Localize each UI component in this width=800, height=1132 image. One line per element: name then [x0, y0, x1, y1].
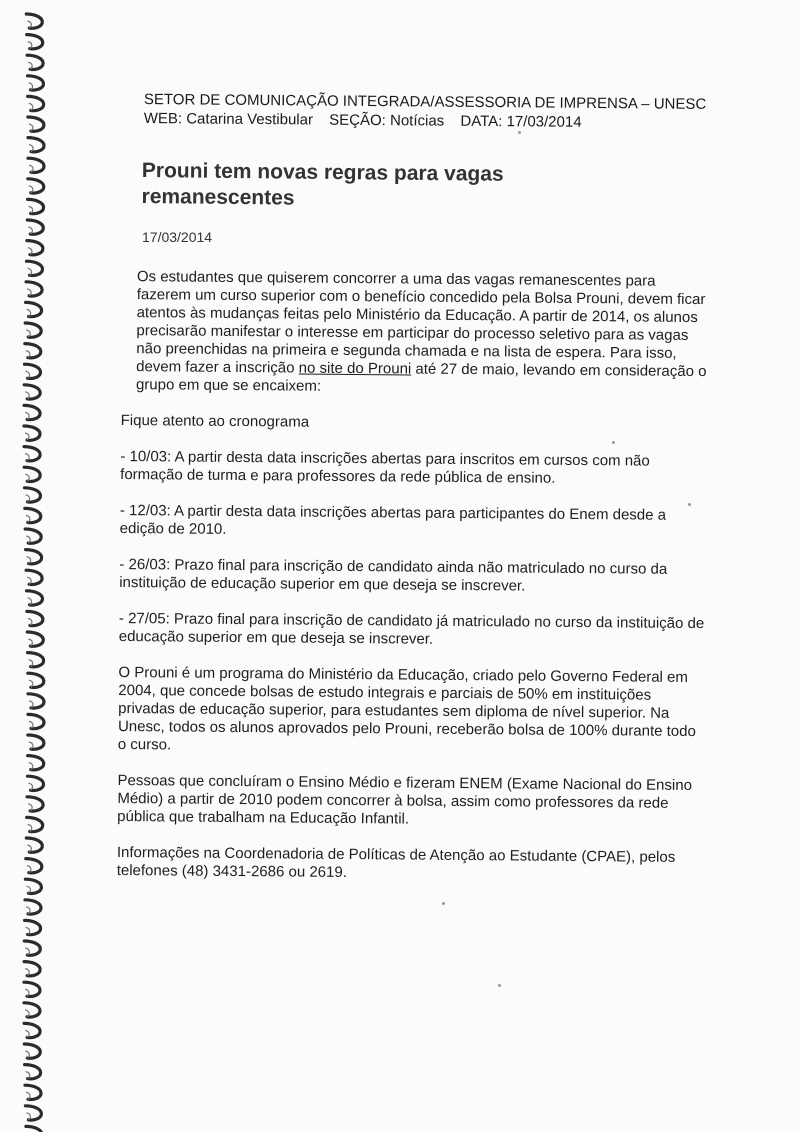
spiral-coil [28, 694, 44, 708]
spiral-coil [27, 817, 43, 831]
spiral-coil [27, 797, 43, 811]
prouni-paragraph: O Prouni é um programa do Ministério da Educação, criado pelo Governo Federal em 2004, que concede bolsas de estudo integrais e parciais de 50% em instituições privadas de educação superior, para estudantes sem diploma de nível superior. Na Unesc, todos os alunos aprovados pelo Prouni, receberão bolsa de 100% durante todo o curso. [117, 663, 696, 754]
spiral-coil [28, 653, 44, 667]
schedule-item: - 27/05: Prazo final para inscrição de candidato já matriculado no curso da instituição de educação superior em que deseja se inscrever. [118, 609, 705, 648]
spiral-coil [27, 35, 43, 49]
spiral-coil [28, 735, 44, 749]
spiral-coil [25, 364, 41, 378]
spiral-coil [25, 900, 41, 914]
spiral-coil [24, 1023, 40, 1037]
spiral-coil [27, 632, 43, 646]
spiral-coil [26, 14, 42, 28]
web-label: WEB: [143, 109, 183, 128]
intro-text-end: até 27 de maio, levando em consideração o grupo em que se encaixem: [135, 360, 707, 395]
section-value: Notícias [389, 112, 445, 130]
spiral-coil [25, 344, 41, 358]
spiral-coil [26, 282, 42, 296]
spiral-coil [25, 529, 41, 543]
spiral-coil [26, 302, 42, 316]
spiral-coil [26, 838, 42, 852]
intro-text: Os estudantes que quiserem concorrer a uma das vagas remanescentes para fazerem um curso superior com o benefício concedido pela Bolsa Prouni, devem ficar atentos às mudanças feitas pelo Ministério da Educação. A partir de 2014, os alunos precisarão manifestar o interesse em participar do processo seletivo para as vagas não preenchidas na primeira e segunda chamada e na lista de espera. Para isso, devem fazer a inscrição [136, 268, 706, 377]
spiral-coil [28, 673, 44, 687]
article-title: Prouni tem novas regras para vagas remanescentes [141, 158, 504, 210]
spiral-coil [26, 1126, 42, 1132]
spiral-coil [28, 756, 44, 770]
schedule-item: - 10/03: A partir desta data inscrições abertas para inscritos em cursos com não formação de turma e para professores da rede pública de ensino. [120, 447, 650, 487]
scan-speck [688, 503, 691, 506]
spiral-coils [24, 14, 44, 1132]
spiral-coil [24, 447, 40, 461]
spiral-coil [28, 76, 44, 90]
spiral-coil [24, 405, 40, 419]
scan-speck [518, 131, 521, 134]
spiral-coil [25, 1065, 41, 1079]
prouni-site-link[interactable]: no site do Prouni [298, 359, 412, 378]
spiral-coil [24, 467, 40, 481]
spiral-coil [27, 611, 43, 625]
spiral-coil [25, 488, 41, 502]
eligibility-paragraph: Pessoas que concluíram o Ensino Médio e fizeram ENEM (Exame Nacional do Ensino Médio) a partir de 2010 podem concorrer à bolsa, assim como professores da rede pública que trabalham na Educação Infantil. [117, 771, 693, 828]
spiral-coil [24, 962, 40, 976]
spiral-coil [25, 323, 41, 337]
spiral-coil [26, 570, 42, 584]
spiral-coil [24, 982, 40, 996]
spiral-coil [27, 220, 43, 234]
spiral-coil [28, 199, 44, 213]
spiral-binding [0, 0, 60, 1132]
section-label: SEÇÃO: [329, 111, 386, 130]
header-department: SETOR DE COMUNICAÇÃO INTEGRADA/ASSESSORIA DE IMPRENSA – UNESC [143, 90, 707, 113]
spiral-coil [27, 241, 43, 255]
spiral-coil [27, 261, 43, 275]
spiral-coil [25, 1085, 41, 1099]
schedule-heading: Fique atento ao cronograma [120, 411, 310, 431]
spiral-coil [25, 879, 41, 893]
spiral-coil [28, 158, 44, 172]
schedule-item: - 26/03: Prazo final para inscrição de candidato ainda não matriculado no curso da instituição de educação superior em que deseja se inscrever. [119, 555, 668, 595]
date-label: DATA: [460, 112, 503, 131]
spiral-coil [24, 426, 40, 440]
spiral-coil [27, 591, 43, 605]
spiral-coil [24, 385, 40, 399]
article-body [117, 268, 712, 903]
spiral-coil [24, 1003, 40, 1017]
document-header [144, 90, 744, 133]
spiral-coil [25, 1106, 41, 1120]
contact-paragraph: Informações na Coordenadoria de Políticas de Atenção ao Estudante (CPAE), pelos telefones (48) 3431-2686 ou 2619. [116, 843, 676, 881]
spiral-coil [28, 138, 44, 152]
spiral-coil [28, 714, 44, 728]
scan-speck [612, 441, 615, 444]
spiral-coil [26, 859, 42, 873]
spiral-coil [28, 117, 44, 131]
spiral-coil [28, 179, 44, 193]
spiral-coil [24, 941, 40, 955]
date-value: 17/03/2014 [506, 113, 582, 131]
web-value: Catarina Vestibular [186, 110, 314, 129]
schedule-item: - 12/03: A partir desta data inscrições abertas para participantes do Enem desde a edição de 2010. [119, 501, 667, 538]
spiral-coil [25, 920, 41, 934]
spiral-coil [24, 1044, 40, 1058]
spiral-coil [28, 776, 44, 790]
scan-speck [442, 902, 445, 905]
intro-paragraph [121, 268, 712, 399]
spiral-coil [26, 550, 42, 564]
spiral-coil [27, 55, 43, 69]
article-date: 17/03/2014 [142, 229, 213, 245]
scan-speck [498, 984, 501, 987]
spiral-coil [28, 96, 44, 110]
spiral-coil [25, 508, 41, 522]
